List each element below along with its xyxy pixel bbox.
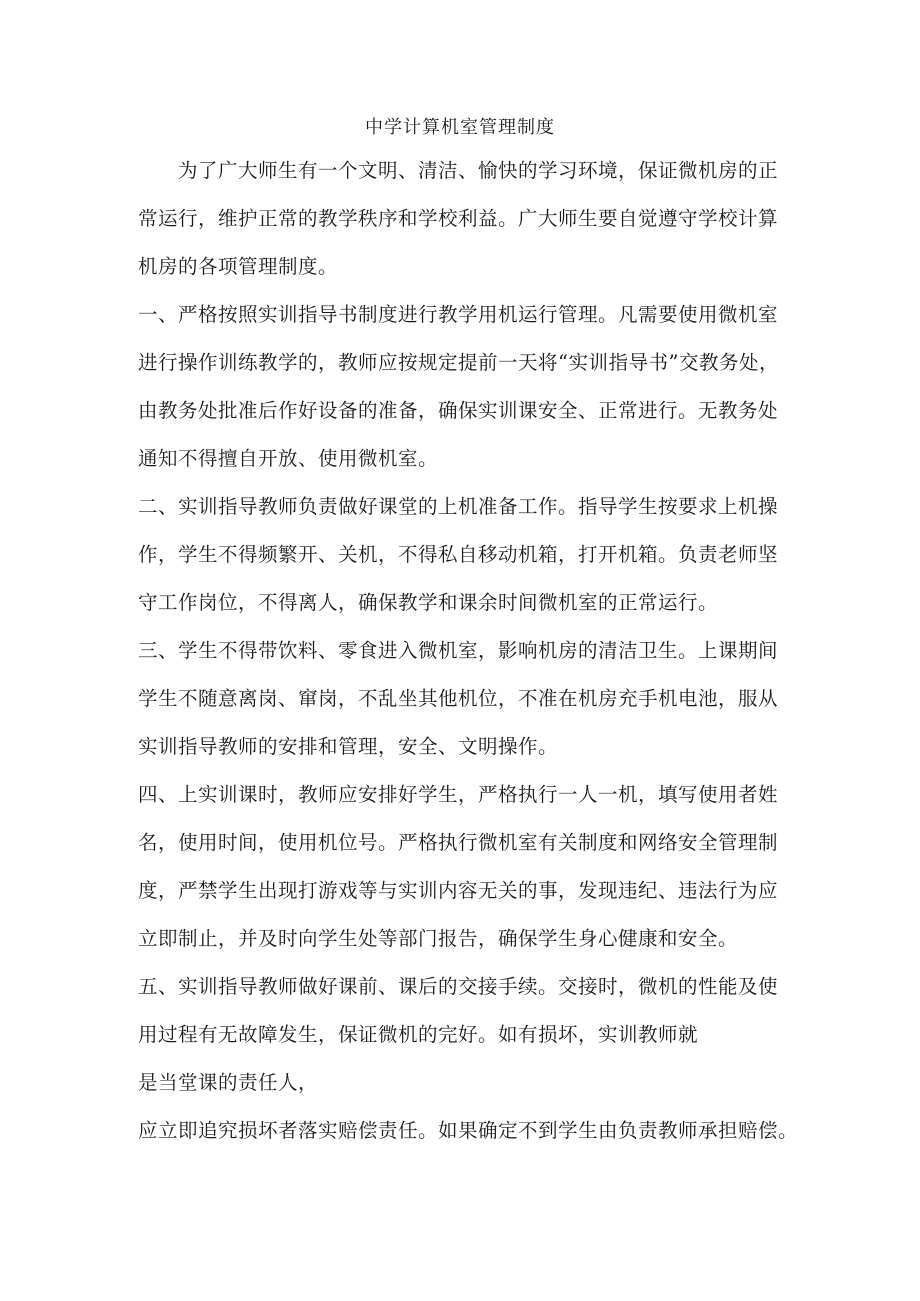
paragraph-line: 学生不随意离岗、窜岗，不乱坐其他机位，不准在机房充手机电池，服从 bbox=[138, 687, 779, 710]
paragraph-line: 五、实训指导教师做好课前、课后的交接手续。交接时，微机的性能及使 bbox=[138, 975, 779, 998]
paragraph-line: 立即制止，并及时向学生处等部门报告，确保学生身心健康和安全。 bbox=[138, 927, 739, 950]
paragraph-line: 二、实训指导教师负责做好课堂的上机准备工作。指导学生按要求上机操 bbox=[138, 495, 779, 518]
paragraph-line: 为了广大师生有一个文明、清洁、愉快的学习环境，保证微机房的正 bbox=[138, 159, 779, 182]
paragraph-line: 用过程有无故障发生，保证微机的完好。如有损坏，实训教师就 bbox=[138, 1023, 699, 1046]
paragraph-line: 一、严格按照实训指导书制度进行教学用机运行管理。凡需要使用微机室 bbox=[138, 303, 779, 326]
paragraph-line: 进行操作训练教学的，教师应按规定提前一天将“实训指导书”交教务处， bbox=[138, 351, 779, 374]
paragraph-line: 应立即追究损坏者落实赔偿责任。如果确定不到学生由负责教师承担赔偿。 bbox=[138, 1119, 799, 1142]
paragraph-line: 机房的各项管理制度。 bbox=[138, 255, 339, 278]
paragraph-line: 名，使用时间，使用机位号。严格执行微机室有关制度和网络安全管理制 bbox=[138, 831, 779, 854]
document-title: 中学计算机室管理制度 bbox=[365, 117, 555, 138]
paragraph-line: 度，严禁学生出现打游戏等与实训内容无关的事，发现违纪、违法行为应 bbox=[138, 879, 779, 902]
paragraph-line: 由教务处批准后作好设备的准备，确保实训课安全、正常进行。无教务处 bbox=[138, 399, 779, 422]
paragraph-line: 四、上实训课时，教师应安排好学生，严格执行一人一机，填写使用者姓 bbox=[138, 783, 779, 806]
paragraph-line: 常运行，维护正常的教学秩序和学校利益。广大师生要自觉遵守学校计算 bbox=[138, 207, 779, 230]
paragraph-line: 实训指导教师的安排和管理，安全、文明操作。 bbox=[138, 735, 559, 758]
paragraph-line: 三、学生不得带饮料、零食进入微机室，影响机房的清洁卫生。上课期间 bbox=[138, 639, 779, 662]
paragraph-line: 是当堂课的责任人， bbox=[138, 1071, 319, 1094]
paragraph-line: 作，学生不得频繁开、关机，不得私自移动机箱，打开机箱。负责老师坚 bbox=[138, 543, 779, 566]
paragraph-line: 守工作岗位，不得离人，确保教学和课余时间微机室的正常运行。 bbox=[138, 591, 719, 614]
paragraph-line: 通知不得擅自开放、使用微机室。 bbox=[138, 447, 439, 470]
